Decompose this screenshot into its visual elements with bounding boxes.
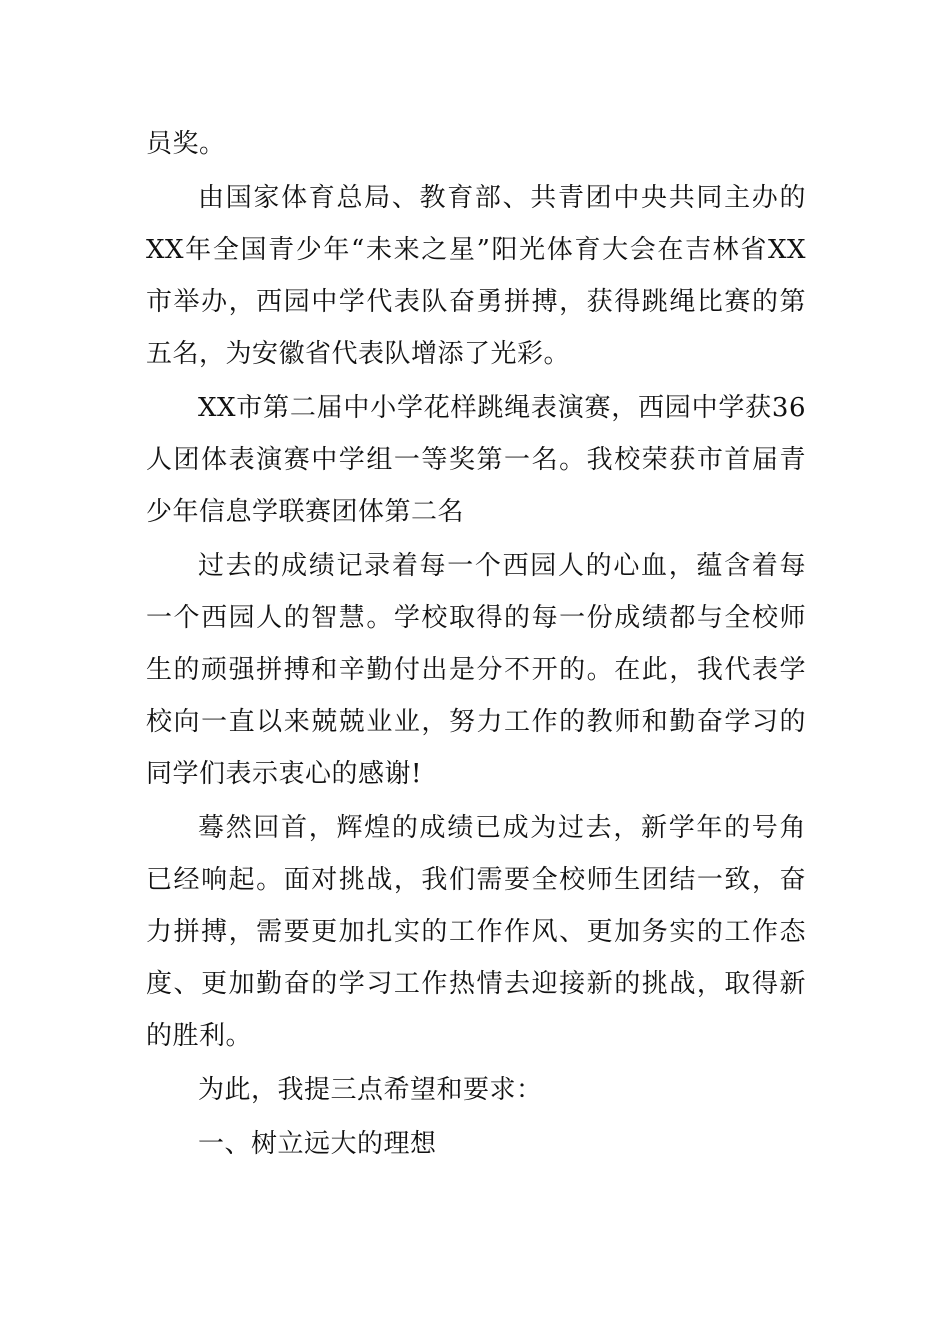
paragraph-award-continuation: 员奖。 bbox=[146, 129, 226, 159]
paragraph-gratitude: 过去的成绩记录着每一个西园人的心血，蕴含着每一个西园人的智慧。学校取得的每一份成绩都与全校师生的顽强拼搏和辛勤付出是分不开的。在此，我代表学校向一直以来兢兢业业，努力工作的教师和勤奋学习的同学们表示衷心的感谢! bbox=[146, 551, 806, 789]
paragraph-rope-skipping-show: XX市第二届中小学花样跳绳表演赛，西园中学获36人团体表演赛中学组一等奖第一名。我校荣获市首届青少年信息学联赛团体第二名 bbox=[146, 393, 806, 527]
document-body bbox=[146, 118, 806, 1172]
paragraph-sunshine-sports-meet: 由国家体育总局、教育部、共青团中央共同主办的XX年全国青少年“未来之星”阳光体育大会在吉林省XX市举办，西园中学代表队奋勇拼搏，获得跳绳比赛的第五名，为安徽省代表队增添了光彩。 bbox=[146, 183, 806, 369]
paragraph-three-hopes: 为此，我提三点希望和要求： bbox=[198, 1075, 543, 1105]
paragraph-new-school-year: 蓦然回首，辉煌的成绩已成为过去，新学年的号角已经响起。面对挑战，我们需要全校师生团结一致，奋力拼搏，需要更加扎实的工作作风、更加务实的工作态度、更加勤奋的学习工作热情去迎接新的挑战，取得新的胜利。 bbox=[146, 813, 806, 1051]
section-heading-ideals: 一、树立远大的理想 bbox=[198, 1129, 437, 1159]
